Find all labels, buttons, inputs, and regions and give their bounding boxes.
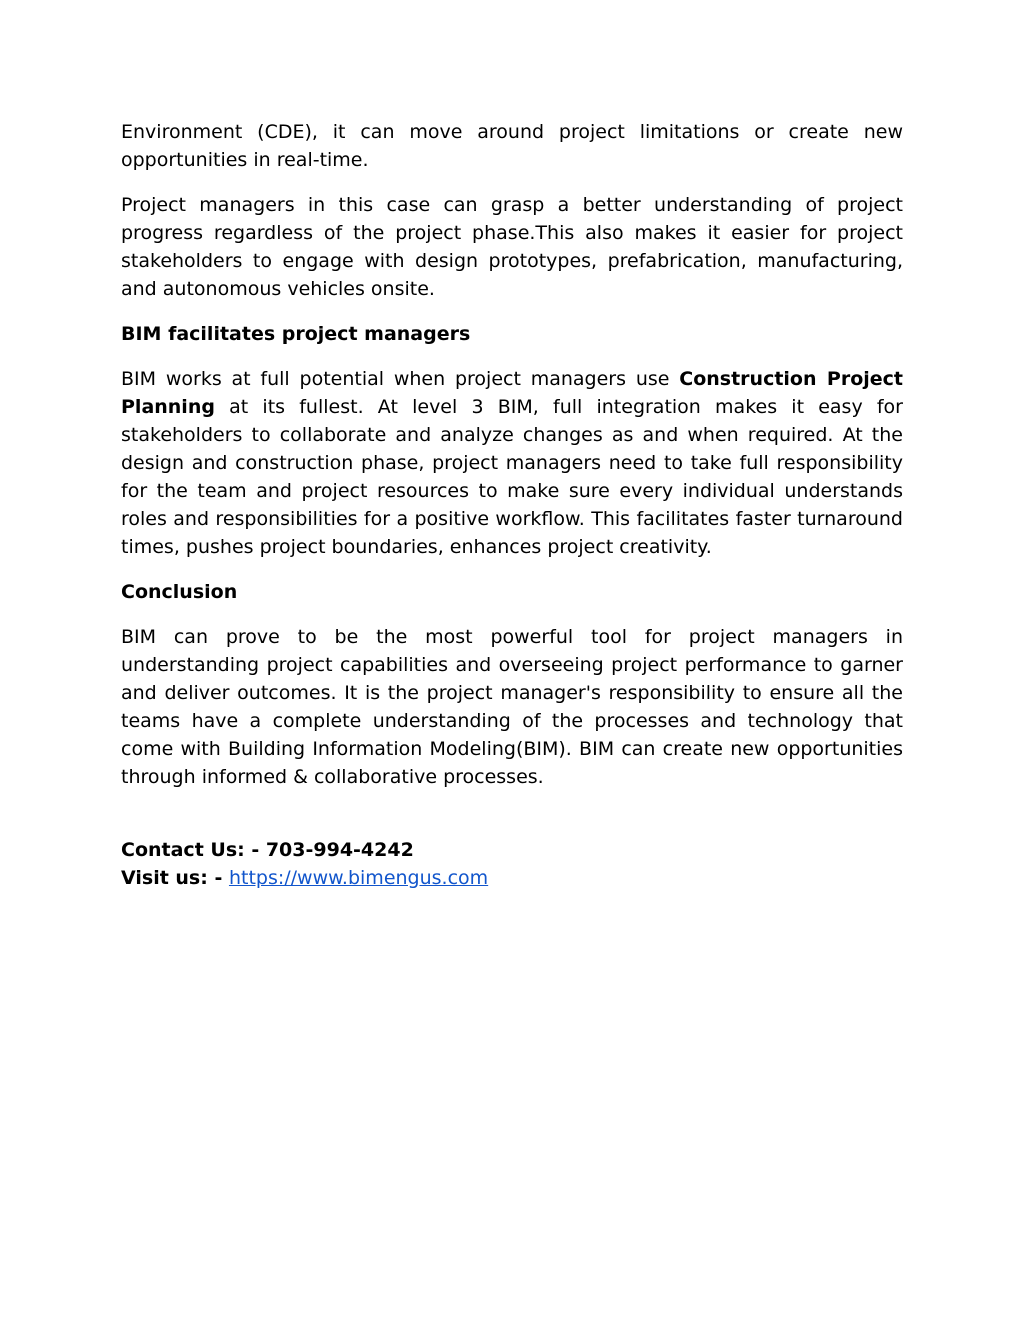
construction-project-planning-bold: Construction Project Planning <box>121 368 903 418</box>
website-link[interactable]: https://www.bimengus.com <box>228 867 489 889</box>
project-managers-paragraph: Project managers in this case can grasp a better understanding of project progress regardless of the project phase.This also makes it easier for project stakeholders to engage with design prototypes, prefabrication, manufacturing, and autonomous vehicles onsite. <box>121 194 903 300</box>
bim-works-text-start: BIM works at full potential when project managers use <box>121 368 680 390</box>
section-heading-conclusion: Conclusion <box>121 581 238 603</box>
bim-works-text-end: at its fullest. At level 3 BIM, full integration makes it easy for stakeholders to collaborate and analyze changes as and when required. At the design and construction phase, project managers need to take full responsibility for the team and project resources to make sure every individual understands roles and responsibilities for a positive workflow. This facilitates faster turnaround times, pushes project boundaries, enhances project creativity. <box>121 396 903 558</box>
document-page <box>121 118 903 892</box>
visit-us-line <box>121 864 903 892</box>
conclusion-paragraph: BIM can prove to be the most powerful tool for project managers in understanding project capabilities and overseeing project performance to garner and deliver outcomes. It is the project manager's responsibility to ensure all the teams have a complete understanding of the processes and technology that come with Building Information Modeling(BIM). BIM can create new opportunities through informed & collaborative processes. <box>121 626 903 788</box>
contact-us-line: Contact Us: - 703-994-4242 <box>121 839 414 861</box>
visit-us-label: Visit us: - <box>121 867 229 889</box>
intro-paragraph: Environment (CDE), it can move around project limitations or create new opportunities in real-time. <box>121 121 903 171</box>
bim-works-paragraph <box>121 365 903 561</box>
section-heading-bim-facilitates: BIM facilitates project managers <box>121 323 471 345</box>
